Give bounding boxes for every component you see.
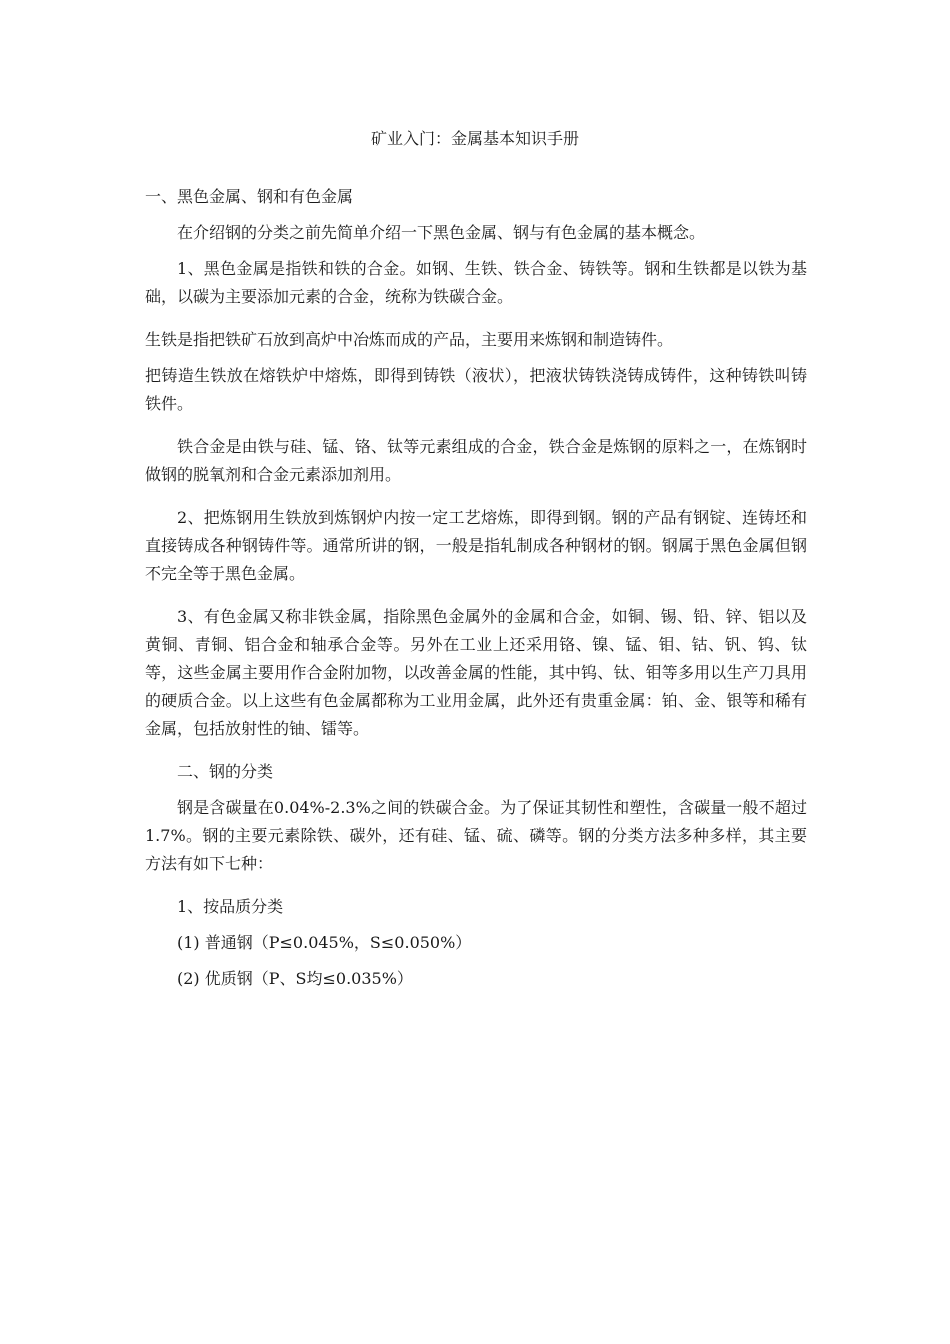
document-title: 矿业入门：金属基本知识手册	[370, 129, 579, 148]
paragraph-ferrous-definition: 1、黑色金属是指铁和铁的合金。如钢、生铁、铁合金、铸铁等。钢和生铁都是以铁为基础，以碳为主要添加元素的合金，统称为铁碳合金。	[145, 259, 807, 306]
section-heading-1: 一、黑色金属、钢和有色金属	[145, 187, 354, 206]
paragraph-pig-iron: 生铁是指把铁矿石放到高炉中冶炼而成的产品，主要用来炼钢和制造铸件。	[145, 330, 674, 349]
subsection-heading-quality: 1、按品质分类	[177, 897, 284, 916]
document-body	[145, 183, 807, 1001]
paragraph-intro: 在介绍钢的分类之前先简单介绍一下黑色金属、钢与有色金属的基本概念。	[177, 223, 706, 242]
list-item-quality-steel: (2) 优质钢（P、S均≤0.035%）	[177, 969, 413, 988]
list-item-ordinary-steel: (1) 普通钢（P≤0.045%，S≤0.050%）	[177, 933, 472, 952]
paragraph-steel-classification: 钢是含碳量在0.04%-2.3%之间的铁碳合金。为了保证其韧性和塑性，含碳量一般不超过1.7%。钢的主要元素除铁、碳外，还有硅、锰、硫、磷等。钢的分类方法多种多样，其主要方法有如下七种：	[145, 798, 807, 873]
paragraph-steel-definition: 2、把炼钢用生铁放到炼钢炉内按一定工艺熔炼，即得到钢。钢的产品有钢锭、连铸坯和直接铸成各种钢铸件等。通常所讲的钢，一般是指轧制成各种钢材的钢。钢属于黑色金属但钢不完全等于黑色金属。	[145, 508, 807, 583]
paragraph-cast-iron: 把铸造生铁放在熔铁炉中熔炼，即得到铸铁（液状），把液状铸铁浇铸成铸件，这种铸铁叫铸铁件。	[145, 366, 807, 413]
paragraph-nonferrous: 3、有色金属又称非铁金属，指除黑色金属外的金属和合金，如铜、锡、铅、锌、铝以及黄铜、青铜、铝合金和轴承合金等。另外在工业上还采用铬、镍、锰、钼、钴、钒、钨、钛等，这些金属主要用作合金附加物，以改善金属的性能，其中钨、钛、钼等多用以生产刀具用的硬质合金。以上这些有色金属都称为工业用金属，此外还有贵重金属：铂、金、银等和稀有金属，包括放射性的铀、镭等。	[145, 607, 807, 738]
section-heading-2: 二、钢的分类	[177, 762, 274, 781]
paragraph-ferroalloy: 铁合金是由铁与硅、锰、铬、钛等元素组成的合金，铁合金是炼钢的原料之一，在炼钢时做钢的脱氧剂和合金元素添加剂用。	[145, 437, 807, 484]
